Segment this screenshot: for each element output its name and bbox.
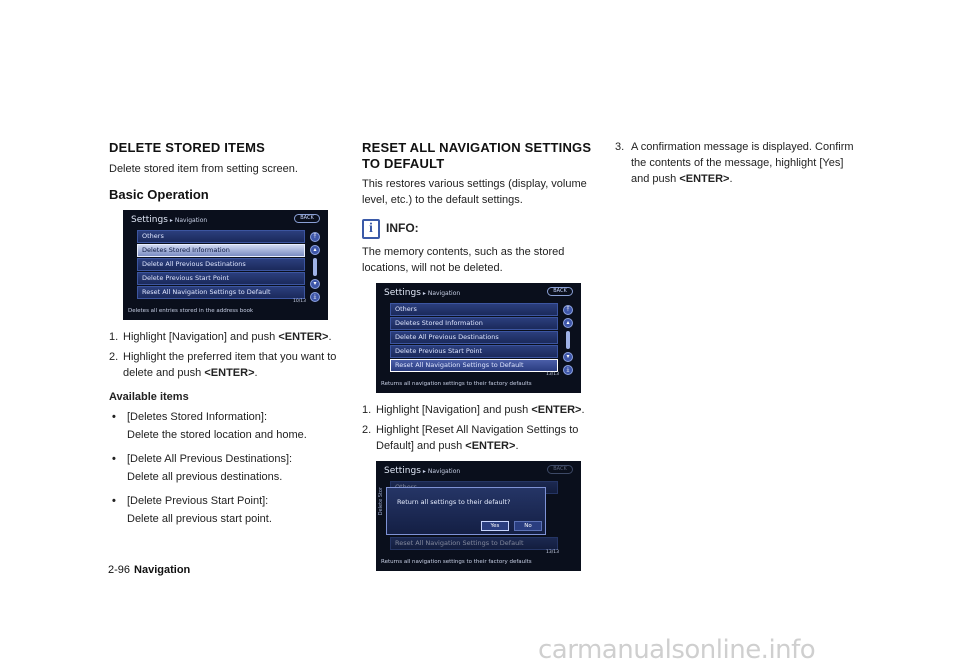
settings-screen-image <box>123 210 328 320</box>
menu-row-reset: Reset All Navigation Settings to Default <box>390 359 558 372</box>
step-3: 3. A confirmation message is displayed. Confirm the contents of the message, highlight [Yes] and push <ENTER>. <box>615 141 854 185</box>
yes-button: Yes <box>481 521 509 531</box>
screen-scroll-controls <box>563 305 575 377</box>
page-footer <box>108 563 190 579</box>
item-label: • [Deletes Stored Information]: <box>109 410 349 426</box>
scroll-down-icon: ▾ <box>310 279 320 289</box>
available-items-heading: Available items <box>109 391 189 404</box>
scroll-top-icon: ⤒ <box>563 305 573 315</box>
item-desc: Delete the stored location and home. <box>127 429 307 442</box>
screen-footer: Returns all navigation settings to their factory defaults <box>381 380 532 387</box>
scroll-up-icon: ▴ <box>563 318 573 328</box>
dimmed-menu-label: Delete Stor <box>378 486 384 516</box>
dialog-message: Return all settings to their default? <box>397 497 511 506</box>
menu-row-others: Others <box>390 303 558 316</box>
scroll-bottom-icon: ⤓ <box>310 292 320 302</box>
info-text: The memory contents, such as the stored locations, will not be deleted. <box>362 246 565 274</box>
scroll-top-icon: ⤒ <box>310 232 320 242</box>
intro-text: This restores various settings (display, volume level, etc.) to the default settings. <box>362 178 587 207</box>
subheading: Basic Operation <box>109 186 209 202</box>
scroll-down-icon: ▾ <box>563 352 573 362</box>
column-delete-stored-items <box>109 140 349 536</box>
page-indicator: 13/13 <box>546 549 559 555</box>
footer-section: Navigation <box>134 564 191 576</box>
menu-row-delete-destinations: Delete All Previous Destinations <box>137 258 305 271</box>
screen-menu-list-bottom <box>390 537 558 551</box>
confirm-dialog-screen-image <box>376 461 581 571</box>
page-indicator: 10/13 <box>293 299 306 305</box>
scroll-up-icon: ▴ <box>310 245 320 255</box>
menu-row-deletes-stored: Deletes Stored Information <box>390 317 558 330</box>
back-button: BACK <box>547 287 573 296</box>
no-button: No <box>514 521 542 531</box>
back-button: BACK <box>547 465 573 474</box>
screen-title: Settings ▸ Navigation <box>384 465 461 476</box>
item-label: • [Delete All Previous Destinations]: <box>109 452 349 468</box>
step-2: 2. Highlight [Reset All Navigation Settings to Default] and push <ENTER>. <box>362 423 579 452</box>
scrollbar-icon <box>313 258 317 276</box>
screen-menu-list <box>390 303 558 375</box>
menu-row-delete-destinations: Delete All Previous Destinations <box>390 331 558 344</box>
info-label: INFO: <box>386 221 419 236</box>
settings-screen-image <box>376 283 581 393</box>
step-1: 1. Highlight [Navigation] and push <ENTER>. <box>362 403 585 416</box>
bullet-icon: • <box>112 453 116 465</box>
menu-row-delete-start: Delete Previous Start Point <box>390 345 558 358</box>
screen-breadcrumb: ▸ Navigation <box>169 217 208 225</box>
bullet-icon: • <box>112 494 116 507</box>
scrollbar-icon <box>566 331 570 349</box>
info-icon: i <box>362 219 380 239</box>
screen-footer: Returns all navigation settings to their factory defaults <box>381 558 532 565</box>
menu-row-delete-start: Delete Previous Start Point <box>137 272 305 285</box>
screen-breadcrumb: ▸ Navigation <box>422 467 461 475</box>
step-2: 2. Highlight the preferred item that you want to delete and push <ENTER>. <box>109 351 337 380</box>
step-1: 1. Highlight [Navigation] and push <ENTER>. <box>109 331 332 344</box>
screen-title: Settings ▸ Navigation <box>384 287 461 298</box>
screen-title: Settings ▸ Navigation <box>131 215 208 226</box>
intro-text: Delete stored item from setting screen. <box>109 162 298 175</box>
item-label: • [Delete Previous Start Point]: <box>109 494 349 510</box>
watermark: carmanualsonline.info <box>538 635 816 664</box>
page-indicator: 13/13 <box>546 371 559 377</box>
info-callout <box>362 219 602 239</box>
menu-row-others: Others <box>137 230 305 243</box>
screen-footer: Deletes all entries stored in the address book <box>128 308 254 315</box>
menu-row-reset: Reset All Navigation Settings to Default <box>137 286 305 299</box>
item-desc: Delete all previous destinations. <box>127 470 283 483</box>
scroll-bottom-icon: ⤓ <box>563 365 573 375</box>
bullet-icon: • <box>112 411 116 424</box>
column-confirmation <box>615 140 855 192</box>
screen-menu-list <box>137 230 305 302</box>
item-desc: Delete all previous start point. <box>127 512 272 525</box>
screen-breadcrumb: ▸ Navigation <box>422 289 461 297</box>
section-heading: RESET ALL NAVIGATION SETTINGS TO DEFAULT <box>362 140 592 171</box>
menu-row-reset: Reset All Navigation Settings to Default <box>390 537 558 550</box>
back-button: BACK <box>294 214 320 223</box>
confirm-dialog <box>386 487 546 535</box>
section-heading: DELETE STORED ITEMS <box>109 140 265 155</box>
column-reset-settings <box>362 140 602 581</box>
menu-row-deletes-stored: Deletes Stored Information <box>137 244 305 257</box>
screen-scroll-controls <box>310 232 322 304</box>
page-number: 2-96 <box>108 564 131 576</box>
